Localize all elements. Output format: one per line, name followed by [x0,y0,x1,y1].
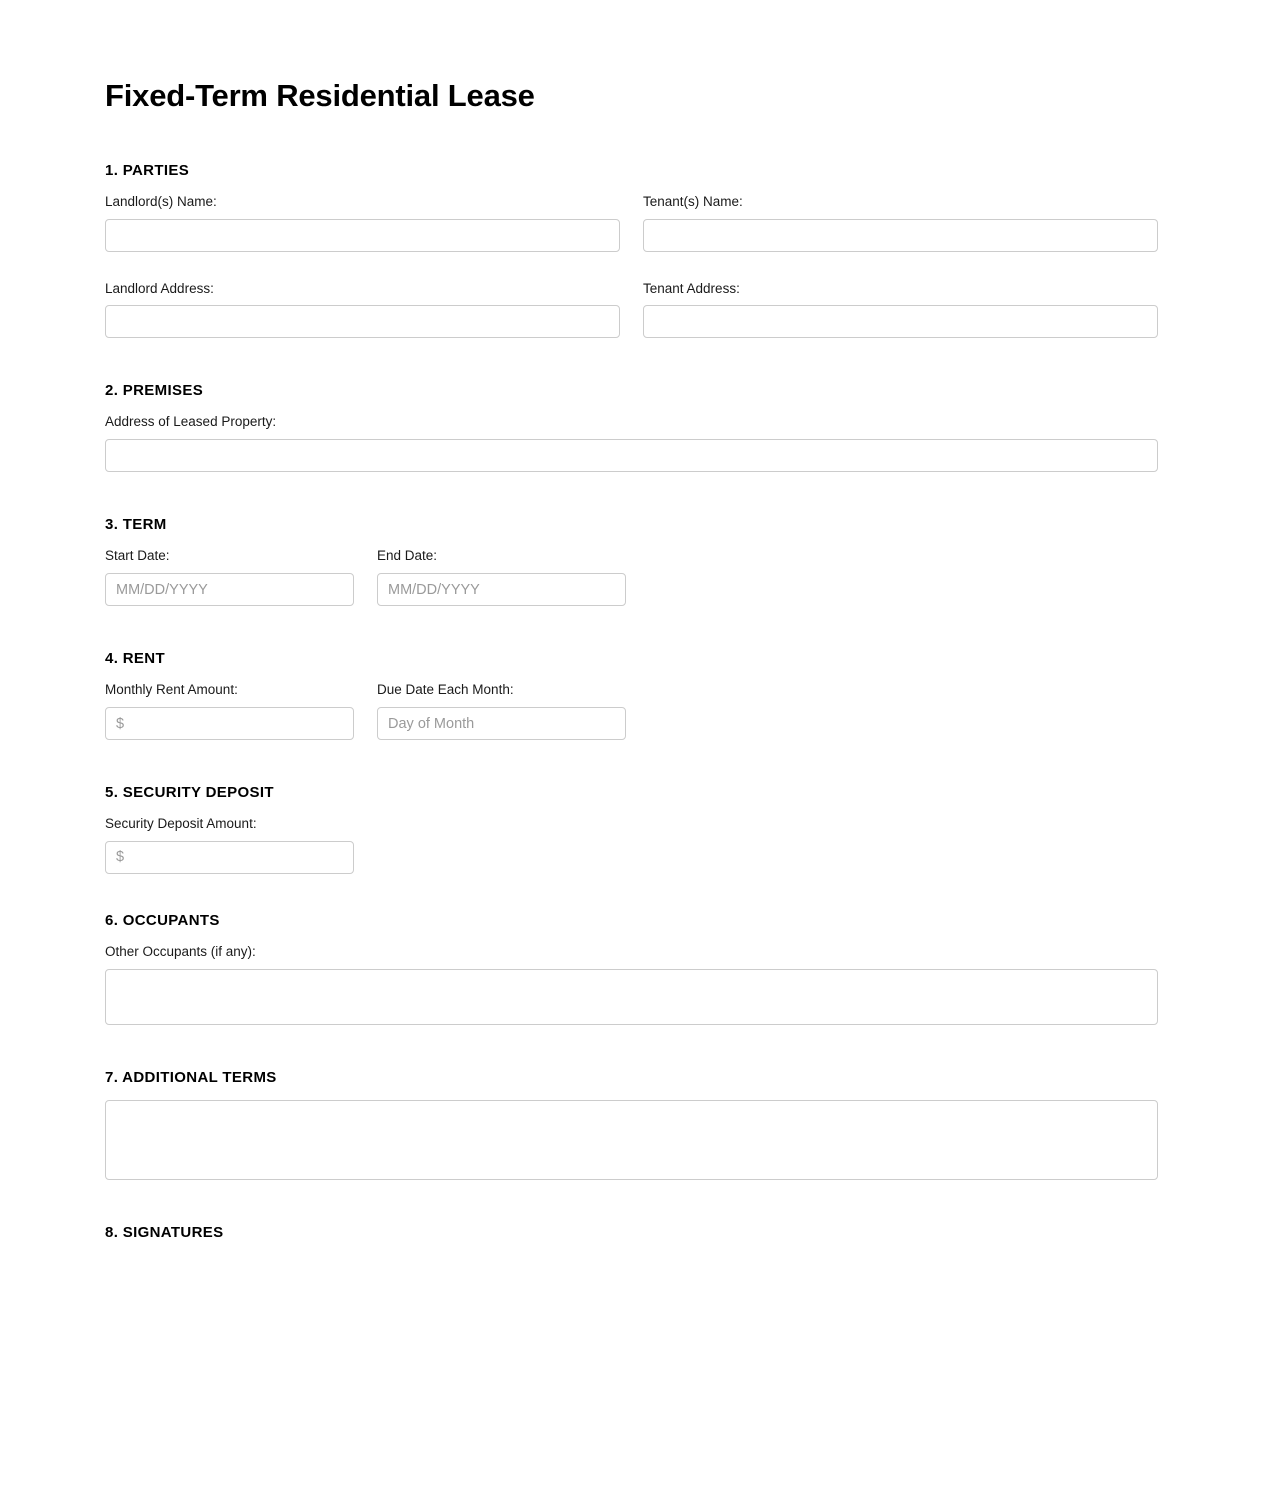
start-date-field-group [105,547,354,606]
tenant-name-field-group [643,193,1158,252]
section-heading-signatures: 8. SIGNATURES [105,1223,224,1241]
deposit-amount-input[interactable] [105,841,354,874]
due-date-label: Due Date Each Month: [377,682,514,698]
section-parties [105,162,1158,339]
section-heading-premises: 2. PREMISES [105,382,204,400]
section-heading-security-deposit: 5. SECURITY DEPOSIT [105,784,274,802]
monthly-rent-label: Monthly Rent Amount: [105,682,238,698]
landlord-address-field-group [105,280,620,339]
property-address-input[interactable] [105,439,1158,472]
landlord-name-field-group [105,193,620,252]
landlord-address-input[interactable] [105,305,620,338]
section-occupants [105,912,1158,1025]
additional-terms-textarea[interactable] [105,1100,1158,1180]
end-date-label: End Date: [377,548,438,564]
section-term [105,516,1158,606]
premises-row [105,413,1158,472]
other-occupants-textarea[interactable] [105,969,1158,1025]
end-date-input[interactable] [377,573,626,606]
section-heading-parties: 1. PARTIES [105,161,190,179]
parties-addresses-row [105,280,1158,339]
section-signatures [105,1224,1158,1435]
additional-terms-field-group [105,1100,1158,1180]
signature-area [105,1255,1158,1435]
tenant-address-input[interactable] [643,305,1158,338]
section-heading-rent: 4. RENT [105,650,165,668]
term-dates-row [105,547,1158,606]
deposit-amount-field-group [105,815,354,874]
end-date-field-group [377,547,626,606]
due-date-field-group [377,681,626,740]
tenant-address-label: Tenant Address: [643,280,740,296]
tenant-address-field-group [643,280,1158,339]
property-address-field-group [105,413,1158,472]
deposit-row [105,815,1158,874]
section-security-deposit [105,784,1158,874]
landlord-name-label: Landlord(s) Name: [105,193,217,209]
additional-terms-row [105,1100,1158,1180]
parties-names-row [105,193,1158,252]
other-occupants-field-group [105,943,1158,1025]
tenant-name-label: Tenant(s) Name: [643,193,743,209]
section-heading-additional-terms: 7. ADDITIONAL TERMS [105,1068,277,1086]
occupants-row [105,943,1158,1025]
property-address-label: Address of Leased Property: [105,414,277,430]
monthly-rent-field-group [105,681,354,740]
landlord-name-input[interactable] [105,219,620,252]
page-title: Fixed-Term Residential Lease [105,78,535,113]
section-premises [105,382,1158,472]
other-occupants-label: Other Occupants (if any): [105,943,256,959]
landlord-address-label: Landlord Address: [105,280,214,296]
start-date-label: Start Date: [105,548,170,564]
section-rent [105,650,1158,740]
monthly-rent-input[interactable] [105,707,354,740]
rent-row [105,681,1158,740]
tenant-name-input[interactable] [643,219,1158,252]
start-date-input[interactable] [105,573,354,606]
section-heading-term: 3. TERM [105,516,167,534]
section-heading-occupants: 6. OCCUPANTS [105,911,220,929]
section-additional-terms [105,1069,1158,1180]
deposit-amount-label: Security Deposit Amount: [105,816,257,832]
due-date-input[interactable] [377,707,626,740]
